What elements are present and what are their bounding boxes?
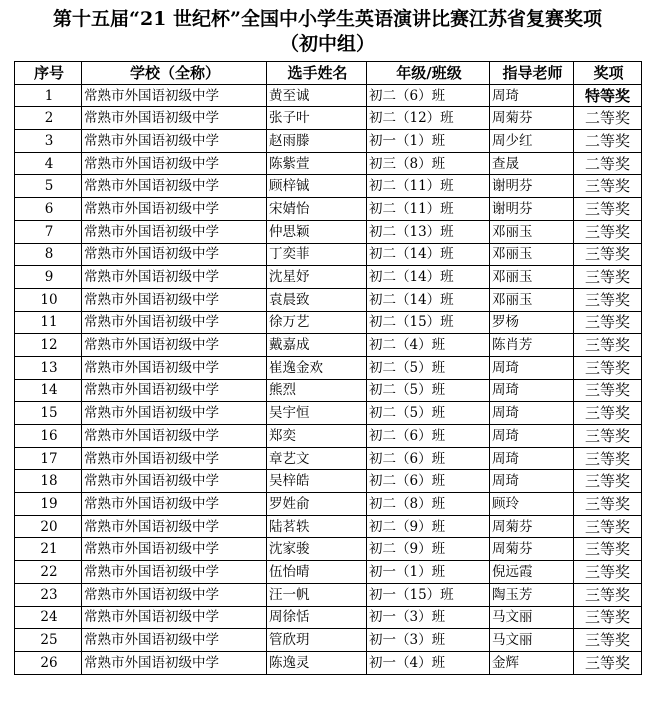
cell-grade-class: 初一（15）班: [367, 583, 490, 606]
cell-teacher: 周琦: [490, 425, 574, 448]
cell-student-name: 罗姓俞: [267, 493, 367, 516]
cell-index: 19: [15, 493, 82, 516]
cell-school: 常熟市外国语初级中学: [82, 266, 267, 289]
cell-index: 18: [15, 470, 82, 493]
cell-index: 1: [15, 84, 82, 107]
cell-teacher: 谢明芬: [490, 175, 574, 198]
cell-teacher: 邓丽玉: [490, 243, 574, 266]
cell-student-name: 伍怡晴: [267, 561, 367, 584]
cell-grade-class: 初二（13）班: [367, 220, 490, 243]
table-row: [15, 651, 642, 674]
cell-student-name: 郑奕: [267, 425, 367, 448]
cell-student-name: 徐万艺: [267, 311, 367, 334]
cell-school: 常熟市外国语初级中学: [82, 629, 267, 652]
cell-index: 17: [15, 447, 82, 470]
cell-school: 常熟市外国语初级中学: [82, 583, 267, 606]
cell-grade-class: 初二（9）班: [367, 515, 490, 538]
table-row: [15, 629, 642, 652]
cell-grade-class: 初二（6）班: [367, 447, 490, 470]
cell-teacher: 陶玉芳: [490, 583, 574, 606]
cell-index: 10: [15, 288, 82, 311]
cell-teacher: 查晟: [490, 152, 574, 175]
cell-school: 常熟市外国语初级中学: [82, 538, 267, 561]
table-body: [15, 84, 642, 674]
cell-grade-class: 初二（6）班: [367, 470, 490, 493]
table-row: [15, 515, 642, 538]
table-row: [15, 198, 642, 221]
cell-student-name: 吴梓皓: [267, 470, 367, 493]
cell-award: 三等奖: [574, 402, 642, 425]
cell-award: 二等奖: [574, 107, 642, 130]
cell-student-name: 陈逸灵: [267, 651, 367, 674]
cell-teacher: 邓丽玉: [490, 288, 574, 311]
cell-teacher: 周琦: [490, 447, 574, 470]
cell-school: 常熟市外国语初级中学: [82, 402, 267, 425]
cell-school: 常熟市外国语初级中学: [82, 447, 267, 470]
table-row: [15, 107, 642, 130]
cell-award: 三等奖: [574, 629, 642, 652]
cell-award: 二等奖: [574, 152, 642, 175]
cell-grade-class: 初二（8）班: [367, 493, 490, 516]
table-row: [15, 152, 642, 175]
cell-award: 三等奖: [574, 288, 642, 311]
cell-grade-class: 初一（3）班: [367, 606, 490, 629]
cell-school: 常熟市外国语初级中学: [82, 606, 267, 629]
cell-award: 三等奖: [574, 334, 642, 357]
table-row: [15, 606, 642, 629]
table-row: [15, 311, 642, 334]
header-student-name: 选手姓名: [267, 62, 367, 85]
table-row: [15, 425, 642, 448]
cell-grade-class: 初一（1）班: [367, 130, 490, 153]
cell-index: 13: [15, 356, 82, 379]
cell-school: 常熟市外国语初级中学: [82, 470, 267, 493]
table-row: [15, 561, 642, 584]
table-row: [15, 538, 642, 561]
cell-student-name: 周徐恬: [267, 606, 367, 629]
header-index: 序号: [15, 62, 82, 85]
cell-teacher: 周琦: [490, 379, 574, 402]
cell-school: 常熟市外国语初级中学: [82, 356, 267, 379]
table-row: [15, 130, 642, 153]
cell-index: 2: [15, 107, 82, 130]
cell-index: 25: [15, 629, 82, 652]
cell-student-name: 汪一帆: [267, 583, 367, 606]
cell-student-name: 熊烈: [267, 379, 367, 402]
cell-index: 5: [15, 175, 82, 198]
cell-grade-class: 初二（5）班: [367, 402, 490, 425]
cell-grade-class: 初三（8）班: [367, 152, 490, 175]
table-row: [15, 470, 642, 493]
cell-school: 常熟市外国语初级中学: [82, 175, 267, 198]
cell-student-name: 吴宇恒: [267, 402, 367, 425]
cell-student-name: 沈星妤: [267, 266, 367, 289]
cell-student-name: 章艺文: [267, 447, 367, 470]
table-row: [15, 334, 642, 357]
cell-grade-class: 初二（14）班: [367, 266, 490, 289]
cell-teacher: 周琦: [490, 402, 574, 425]
cell-award: 三等奖: [574, 198, 642, 221]
cell-index: 14: [15, 379, 82, 402]
cell-index: 16: [15, 425, 82, 448]
table-row: [15, 583, 642, 606]
cell-teacher: 周菊芬: [490, 515, 574, 538]
table-row: [15, 447, 642, 470]
cell-award: 三等奖: [574, 379, 642, 402]
cell-index: 15: [15, 402, 82, 425]
cell-teacher: 马文丽: [490, 629, 574, 652]
cell-grade-class: 初二（15）班: [367, 311, 490, 334]
cell-index: 11: [15, 311, 82, 334]
cell-student-name: 黄至诚: [267, 84, 367, 107]
cell-school: 常熟市外国语初级中学: [82, 425, 267, 448]
cell-index: 21: [15, 538, 82, 561]
cell-award: 三等奖: [574, 538, 642, 561]
cell-teacher: 倪远霞: [490, 561, 574, 584]
table-row: [15, 175, 642, 198]
cell-teacher: 邓丽玉: [490, 266, 574, 289]
cell-school: 常熟市外国语初级中学: [82, 288, 267, 311]
cell-grade-class: 初一（4）班: [367, 651, 490, 674]
cell-index: 6: [15, 198, 82, 221]
cell-grade-class: 初一（1）班: [367, 561, 490, 584]
table-row: [15, 84, 642, 107]
cell-school: 常熟市外国语初级中学: [82, 493, 267, 516]
cell-student-name: 陆茗轶: [267, 515, 367, 538]
cell-school: 常熟市外国语初级中学: [82, 198, 267, 221]
cell-school: 常熟市外国语初级中学: [82, 152, 267, 175]
cell-school: 常熟市外国语初级中学: [82, 651, 267, 674]
cell-teacher: 周菊芬: [490, 107, 574, 130]
table-row: [15, 356, 642, 379]
table-row: [15, 220, 642, 243]
cell-award: 三等奖: [574, 220, 642, 243]
cell-index: 20: [15, 515, 82, 538]
cell-award: 三等奖: [574, 243, 642, 266]
cell-award: 三等奖: [574, 583, 642, 606]
cell-school: 常熟市外国语初级中学: [82, 379, 267, 402]
title-line-2: （初中组）: [279, 33, 375, 55]
cell-school: 常熟市外国语初级中学: [82, 561, 267, 584]
cell-school: 常熟市外国语初级中学: [82, 84, 267, 107]
cell-grade-class: 初二（14）班: [367, 243, 490, 266]
cell-index: 24: [15, 606, 82, 629]
cell-school: 常熟市外国语初级中学: [82, 107, 267, 130]
cell-index: 26: [15, 651, 82, 674]
awards-table: [14, 61, 642, 675]
cell-teacher: 马文丽: [490, 606, 574, 629]
cell-student-name: 宋婧怡: [267, 198, 367, 221]
cell-grade-class: 初二（6）班: [367, 84, 490, 107]
cell-grade-class: 初二（12）班: [367, 107, 490, 130]
cell-index: 9: [15, 266, 82, 289]
table-row: [15, 288, 642, 311]
cell-teacher: 陈肖芳: [490, 334, 574, 357]
cell-award: 三等奖: [574, 515, 642, 538]
cell-teacher: 顾玲: [490, 493, 574, 516]
table-row: [15, 402, 642, 425]
cell-student-name: 管欣玥: [267, 629, 367, 652]
cell-grade-class: 初二（4）班: [367, 334, 490, 357]
cell-grade-class: 初二（6）班: [367, 425, 490, 448]
cell-student-name: 陈紫萱: [267, 152, 367, 175]
table-row: [15, 266, 642, 289]
cell-student-name: 仲思颖: [267, 220, 367, 243]
cell-student-name: 崔逸金欢: [267, 356, 367, 379]
cell-grade-class: 初二（9）班: [367, 538, 490, 561]
cell-award: 三等奖: [574, 447, 642, 470]
cell-grade-class: 初二（5）班: [367, 379, 490, 402]
cell-school: 常熟市外国语初级中学: [82, 243, 267, 266]
cell-teacher: 周琦: [490, 84, 574, 107]
table-row: [15, 243, 642, 266]
cell-school: 常熟市外国语初级中学: [82, 311, 267, 334]
cell-index: 7: [15, 220, 82, 243]
cell-award: 二等奖: [574, 130, 642, 153]
cell-teacher: 金辉: [490, 651, 574, 674]
table-row: [15, 493, 642, 516]
cell-award: 三等奖: [574, 175, 642, 198]
cell-school: 常熟市外国语初级中学: [82, 515, 267, 538]
cell-teacher: 周琦: [490, 356, 574, 379]
cell-school: 常熟市外国语初级中学: [82, 334, 267, 357]
cell-award: 三等奖: [574, 425, 642, 448]
cell-index: 8: [15, 243, 82, 266]
cell-teacher: 周少红: [490, 130, 574, 153]
cell-school: 常熟市外国语初级中学: [82, 220, 267, 243]
cell-teacher: 谢明芬: [490, 198, 574, 221]
cell-award: 三等奖: [574, 493, 642, 516]
cell-grade-class: 初二（5）班: [367, 356, 490, 379]
cell-grade-class: 初一（3）班: [367, 629, 490, 652]
cell-grade-class: 初二（11）班: [367, 175, 490, 198]
cell-award: 三等奖: [574, 356, 642, 379]
cell-student-name: 沈家骏: [267, 538, 367, 561]
cell-grade-class: 初二（14）班: [367, 288, 490, 311]
cell-student-name: 丁奕菲: [267, 243, 367, 266]
cell-award: 特等奖: [574, 84, 642, 107]
cell-index: 4: [15, 152, 82, 175]
table-header-row: [15, 62, 642, 85]
header-school: 学校（全称）: [82, 62, 267, 85]
cell-index: 22: [15, 561, 82, 584]
cell-index: 3: [15, 130, 82, 153]
cell-award: 三等奖: [574, 266, 642, 289]
cell-teacher: 罗杨: [490, 311, 574, 334]
header-grade-class: 年级/班级: [367, 62, 490, 85]
cell-student-name: 张子叶: [267, 107, 367, 130]
cell-teacher: 周菊芬: [490, 538, 574, 561]
title-line-1: 第十五届“21 世纪杯”全国中小学生英语演讲比赛江苏省复赛奖项: [53, 8, 602, 30]
cell-school: 常熟市外国语初级中学: [82, 130, 267, 153]
cell-student-name: 戴嘉成: [267, 334, 367, 357]
table-row: [15, 379, 642, 402]
cell-student-name: 赵雨滕: [267, 130, 367, 153]
cell-grade-class: 初二（11）班: [367, 198, 490, 221]
cell-award: 三等奖: [574, 651, 642, 674]
cell-award: 三等奖: [574, 561, 642, 584]
cell-index: 23: [15, 583, 82, 606]
header-award: 奖项: [574, 62, 642, 85]
cell-award: 三等奖: [574, 606, 642, 629]
cell-index: 12: [15, 334, 82, 357]
cell-teacher: 邓丽玉: [490, 220, 574, 243]
header-teacher: 指导老师: [490, 62, 574, 85]
cell-student-name: 顾梓铖: [267, 175, 367, 198]
cell-award: 三等奖: [574, 470, 642, 493]
cell-teacher: 周琦: [490, 470, 574, 493]
cell-award: 三等奖: [574, 311, 642, 334]
cell-student-name: 袁晨致: [267, 288, 367, 311]
